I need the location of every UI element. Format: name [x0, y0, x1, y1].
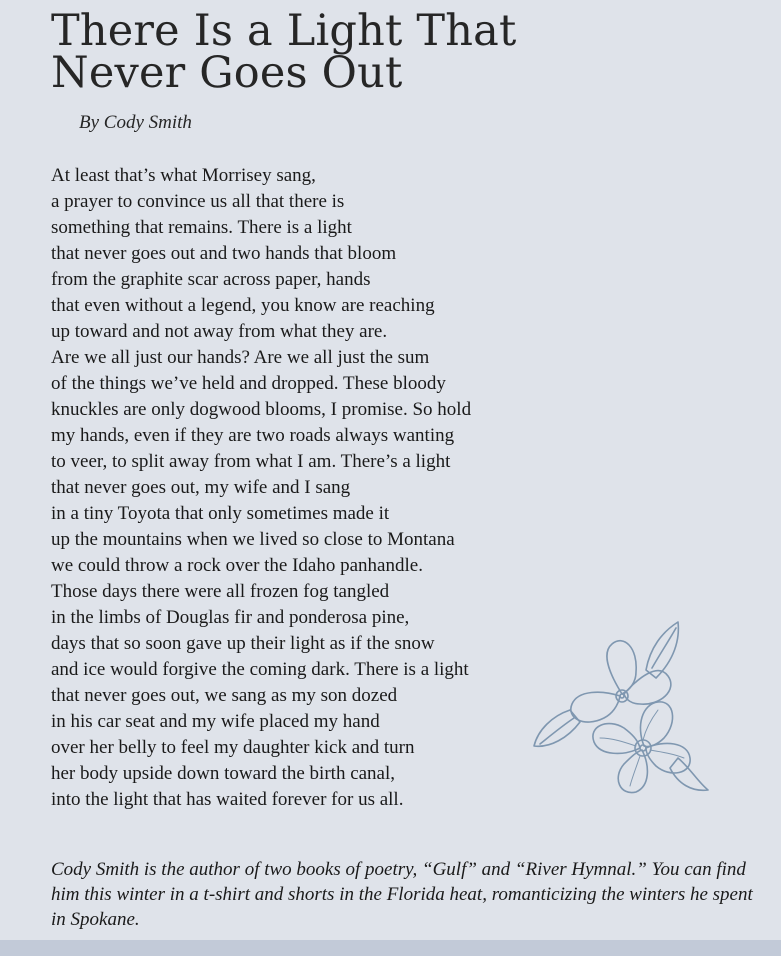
- dogwood-flower-icon: [528, 618, 718, 798]
- poem-body: [51, 163, 471, 813]
- poem-line: something that remains. There is a light: [51, 217, 352, 238]
- poem-line: and ice would forgive the coming dark. There is a light: [51, 659, 469, 680]
- poem-line: up the mountains when we lived so close to Montana: [51, 529, 455, 550]
- poem-line: a prayer to convince us all that there is: [51, 191, 345, 212]
- poem-line: in the limbs of Douglas fir and ponderosa pine,: [51, 607, 410, 628]
- poem-line: days that so soon gave up their light as if the snow: [51, 633, 435, 654]
- title-line-2: Never Goes Out: [51, 48, 403, 98]
- poem-line: to veer, to split away from what I am. There’s a light: [51, 451, 451, 472]
- poem-line: knuckles are only dogwood blooms, I promise. So hold: [51, 399, 472, 420]
- poem-line: that never goes out, we sang as my son dozed: [51, 685, 398, 706]
- poem-line: Those days there were all frozen fog tangled: [51, 581, 390, 602]
- poem-line: my hands, even if they are two roads always wanting: [51, 425, 455, 446]
- poem-line: of the things we’ve held and dropped. These bloody: [51, 373, 446, 394]
- poem-line: that never goes out and two hands that bloom: [51, 243, 397, 264]
- poem-line: that never goes out, my wife and I sang: [51, 477, 351, 498]
- poem-line: At least that’s what Morrisey sang,: [51, 165, 316, 186]
- poem-line: from the graphite scar across paper, hands: [51, 269, 371, 290]
- poem-line: Are we all just our hands? Are we all just the sum: [51, 347, 430, 368]
- poem-line: her body upside down toward the birth canal,: [51, 763, 396, 784]
- poem-line: in a tiny Toyota that only sometimes made it: [51, 503, 390, 524]
- title-line-1: There Is a Light That: [51, 6, 517, 56]
- poem-line: into the light that has waited forever for us all.: [51, 789, 404, 810]
- poem-line: up toward and not away from what they are.: [51, 321, 388, 342]
- article-title: [51, 6, 517, 98]
- footer-bar: [0, 940, 781, 956]
- poem-line: that even without a legend, you know are reaching: [51, 295, 435, 316]
- poem-line: in his car seat and my wife placed my hand: [51, 711, 380, 732]
- poem-line: we could throw a rock over the Idaho panhandle.: [51, 555, 423, 576]
- byline: By Cody Smith: [79, 112, 192, 133]
- author-bio: Cody Smith is the author of two books of poetry, “Gulf” and “River Hymnal.” You can find him this winter in a t-shirt and shorts in the Florida heat, romanticizing the winters he spent in Spokane.: [51, 859, 753, 930]
- poem-line: over her belly to feel my daughter kick and turn: [51, 737, 415, 758]
